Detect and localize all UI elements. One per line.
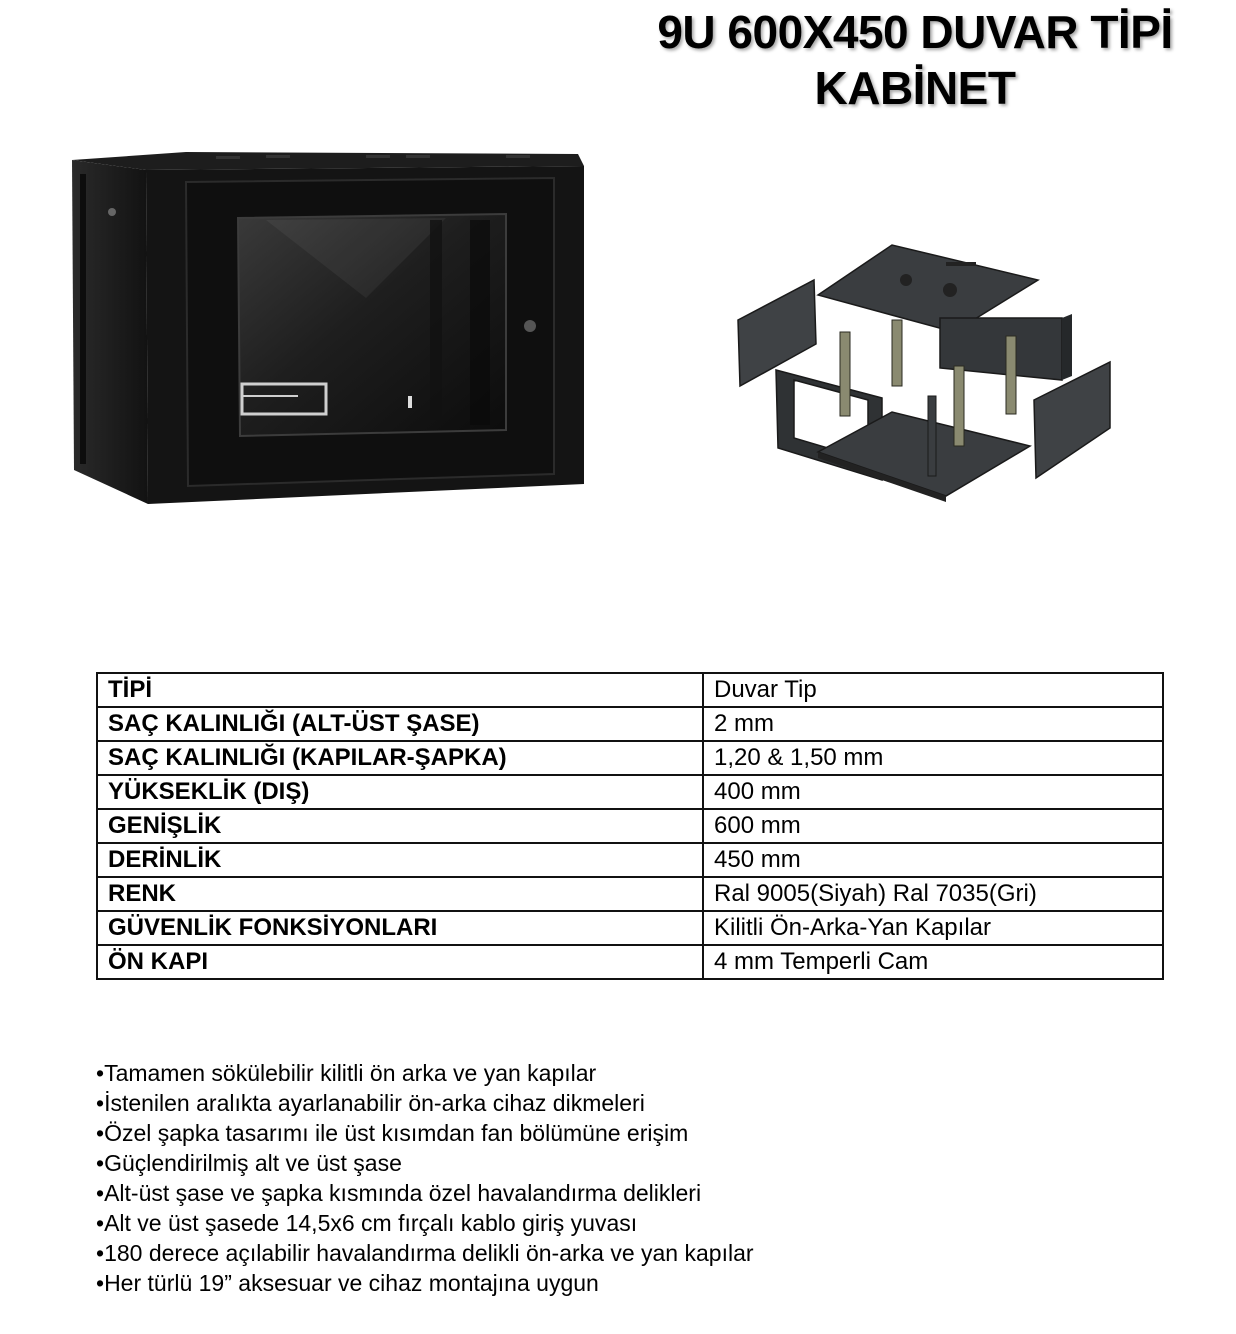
spec-value: Duvar Tip <box>703 673 1163 707</box>
cabinet-exploded-image <box>732 240 1117 505</box>
spec-value: 450 mm <box>703 843 1163 877</box>
spec-row <box>97 775 1163 809</box>
spec-value: 600 mm <box>703 809 1163 843</box>
cabinet-front-image <box>66 148 592 510</box>
spec-label: SAÇ KALINLIĞI (ALT-ÜST ŞASE) <box>97 707 703 741</box>
feature-item: • Özel şapka tasarımı ile üst kısımdan fan bölümüne erişim <box>96 1118 754 1148</box>
spec-label: ÖN KAPI <box>97 945 703 979</box>
spec-row <box>97 809 1163 843</box>
spec-label: RENK <box>97 877 703 911</box>
spec-label: YÜKSEKLİK (DIŞ) <box>97 775 703 809</box>
spec-row <box>97 707 1163 741</box>
spec-label: GENİŞLİK <box>97 809 703 843</box>
feature-item: • İstenilen aralıkta ayarlanabilir ön-arka cihaz dikmeleri <box>96 1088 754 1118</box>
spec-label: DERİNLİK <box>97 843 703 877</box>
spec-row <box>97 741 1163 775</box>
spec-row <box>97 877 1163 911</box>
spec-label: SAÇ KALINLIĞI (KAPILAR-ŞAPKA) <box>97 741 703 775</box>
spec-value: 4 mm Temperli Cam <box>703 945 1163 979</box>
spec-label: GÜVENLİK FONKSİYONLARI <box>97 911 703 945</box>
feature-item: • Güçlendirilmiş alt ve üst şase <box>96 1148 754 1178</box>
feature-item: • Alt ve üst şasede 14,5x6 cm fırçalı kablo giriş yuvası <box>96 1208 754 1238</box>
title-line-1: 9U 600X450 DUVAR TİPİ <box>657 6 1173 58</box>
spec-value: Ral 9005(Siyah) Ral 7035(Gri) <box>703 877 1163 911</box>
spec-value: 1,20 & 1,50 mm <box>703 741 1163 775</box>
spec-value: 2 mm <box>703 707 1163 741</box>
feature-item: • Tamamen sökülebilir kilitli ön arka ve yan kapılar <box>96 1058 754 1088</box>
feature-item: • Her türlü 19” aksesuar ve cihaz montajına uygun <box>96 1268 754 1298</box>
spec-value: Kilitli Ön-Arka-Yan Kapılar <box>703 911 1163 945</box>
spec-table <box>96 672 1164 980</box>
spec-label: TİPİ <box>97 673 703 707</box>
feature-item: • Alt-üst şase ve şapka kısmında özel havalandırma delikleri <box>96 1178 754 1208</box>
title-line-2: KABİNET <box>814 62 1016 114</box>
spec-row <box>97 843 1163 877</box>
feature-list <box>96 1058 754 1298</box>
feature-item: • 180 derece açılabilir havalandırma delikli ön-arka ve yan kapılar <box>96 1238 754 1268</box>
page-title <box>590 4 1236 116</box>
spec-value: 400 mm <box>703 775 1163 809</box>
spec-row <box>97 911 1163 945</box>
spec-row <box>97 945 1163 979</box>
spec-row <box>97 673 1163 707</box>
